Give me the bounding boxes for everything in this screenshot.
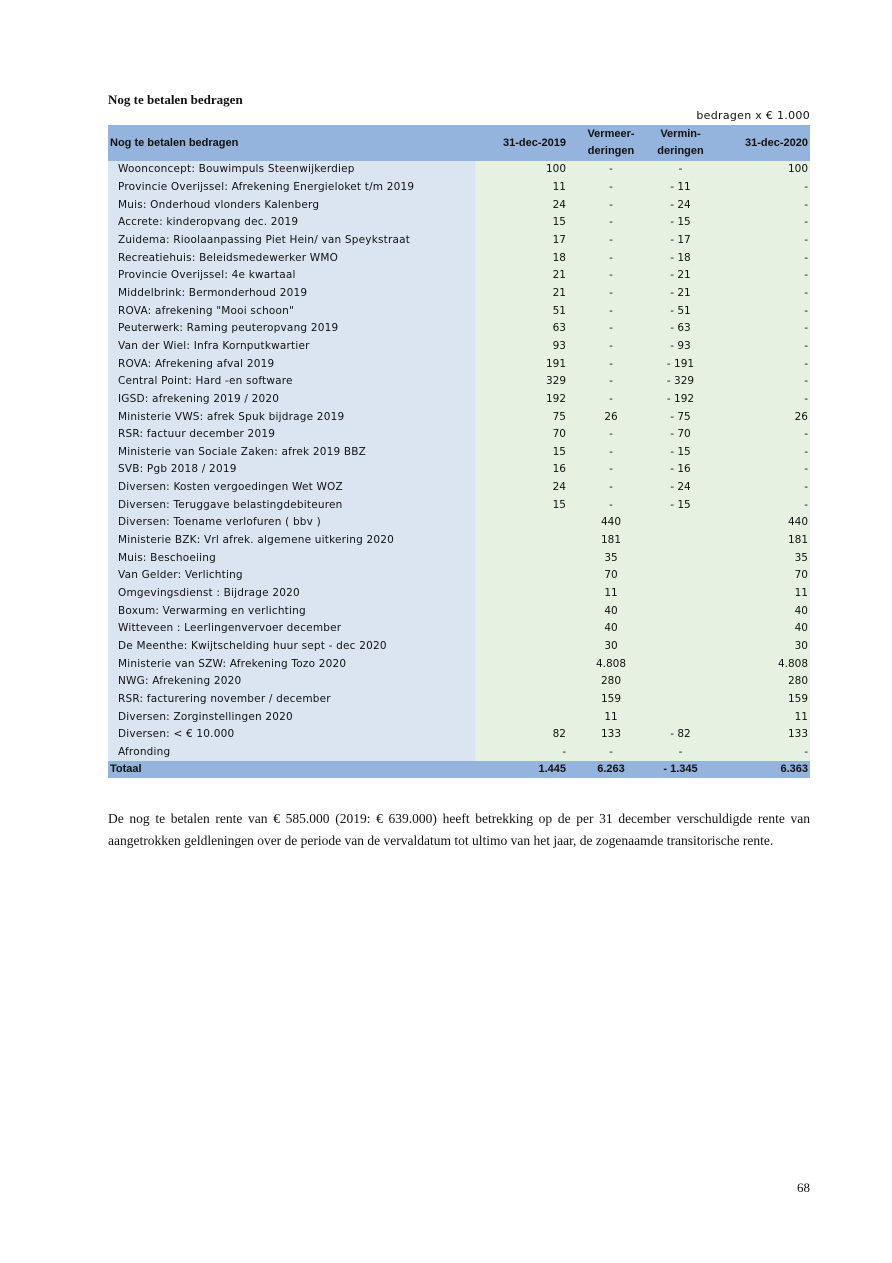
unit-note: bedragen x € 1.000 [696, 109, 810, 122]
row-increase: - [568, 338, 654, 356]
row-dec-2019: 82 [475, 726, 568, 744]
table-row [108, 408, 810, 426]
total-label: Totaal [108, 761, 475, 778]
row-dec-2020: 26 [707, 408, 810, 426]
total-decrease: - 1.345 [654, 761, 707, 778]
header-decrease-line1: Vermin- [660, 128, 701, 140]
row-decrease: - 82 [654, 726, 707, 744]
row-decrease [654, 638, 707, 656]
row-dec-2019: 16 [475, 461, 568, 479]
total-increase: 6.263 [568, 761, 654, 778]
row-dec-2019: 15 [475, 444, 568, 462]
row-dec-2019 [475, 691, 568, 709]
row-decrease: - 63 [654, 320, 707, 338]
row-decrease: - 192 [654, 391, 707, 409]
row-name: RSR: factuur december 2019 [108, 426, 475, 444]
table-row [108, 161, 810, 179]
row-dec-2020: 40 [707, 602, 810, 620]
row-increase: 40 [568, 620, 654, 638]
row-name: NWG: Afrekening 2020 [108, 673, 475, 691]
row-increase: - [568, 214, 654, 232]
header-increase [568, 125, 654, 161]
row-dec-2020: - [707, 444, 810, 462]
row-name: Diversen: < € 10.000 [108, 726, 475, 744]
row-increase: 40 [568, 602, 654, 620]
row-dec-2019 [475, 673, 568, 691]
row-dec-2020: - [707, 373, 810, 391]
row-dec-2020: - [707, 196, 810, 214]
table-row [108, 320, 810, 338]
row-increase: 70 [568, 567, 654, 585]
header-decrease [654, 125, 707, 161]
row-dec-2019: 17 [475, 232, 568, 250]
row-dec-2019 [475, 655, 568, 673]
row-decrease: - 191 [654, 355, 707, 373]
row-dec-2020: 159 [707, 691, 810, 709]
row-decrease: - 51 [654, 302, 707, 320]
row-decrease: - 11 [654, 179, 707, 197]
table-row [108, 585, 810, 603]
row-name: Diversen: Teruggave belastingdebiteuren [108, 496, 475, 514]
row-name: Woonconcept: Bouwimpuls Steenwijkerdiep [108, 161, 475, 179]
header-name: Nog te betalen bedragen [108, 125, 475, 161]
table-row [108, 355, 810, 373]
row-dec-2019: 93 [475, 338, 568, 356]
table-row [108, 267, 810, 285]
row-decrease: - 329 [654, 373, 707, 391]
row-name: Afronding [108, 744, 475, 762]
table-row [108, 744, 810, 762]
row-increase: - [568, 196, 654, 214]
row-dec-2019 [475, 532, 568, 550]
row-dec-2020: - [707, 461, 810, 479]
section-heading: Nog te betalen bedragen [108, 92, 243, 107]
row-decrease [654, 691, 707, 709]
row-decrease [654, 655, 707, 673]
row-decrease: - [654, 744, 707, 762]
row-dec-2020: - [707, 302, 810, 320]
table-row [108, 249, 810, 267]
row-name: RSR: facturering november / december [108, 691, 475, 709]
row-increase: 26 [568, 408, 654, 426]
row-name: Provincie Overijssel: 4e kwartaal [108, 267, 475, 285]
table-row [108, 549, 810, 567]
row-increase: 159 [568, 691, 654, 709]
row-dec-2020: 35 [707, 549, 810, 567]
row-increase: - [568, 496, 654, 514]
row-dec-2020: - [707, 179, 810, 197]
row-name: Boxum: Verwarming en verlichting [108, 602, 475, 620]
row-increase: 11 [568, 585, 654, 603]
row-dec-2019 [475, 514, 568, 532]
row-dec-2020: 280 [707, 673, 810, 691]
row-dec-2020: 30 [707, 638, 810, 656]
header-dec-2019: 31-dec-2019 [475, 125, 568, 161]
row-dec-2019: 70 [475, 426, 568, 444]
row-dec-2019 [475, 549, 568, 567]
row-dec-2020: 4.808 [707, 655, 810, 673]
row-dec-2019: 192 [475, 391, 568, 409]
row-increase: 440 [568, 514, 654, 532]
header-decrease-line2: deringen [657, 145, 704, 157]
table-row [108, 285, 810, 303]
row-dec-2019: 100 [475, 161, 568, 179]
row-increase: 35 [568, 549, 654, 567]
row-dec-2020: - [707, 391, 810, 409]
row-increase: - [568, 249, 654, 267]
row-increase: - [568, 391, 654, 409]
row-increase: 30 [568, 638, 654, 656]
row-dec-2020: - [707, 496, 810, 514]
row-name: Muis: Onderhoud vlonders Kalenberg [108, 196, 475, 214]
row-name: Central Point: Hard -en software [108, 373, 475, 391]
row-dec-2020: 11 [707, 585, 810, 603]
row-dec-2020: - [707, 338, 810, 356]
row-dec-2020: 181 [707, 532, 810, 550]
row-decrease: - 24 [654, 479, 707, 497]
row-dec-2020: 440 [707, 514, 810, 532]
row-increase: 11 [568, 708, 654, 726]
table-row [108, 691, 810, 709]
row-increase: - [568, 161, 654, 179]
row-increase: - [568, 461, 654, 479]
total-dec-2020: 6.363 [707, 761, 810, 778]
row-name: Omgevingsdienst : Bijdrage 2020 [108, 585, 475, 603]
row-dec-2020: - [707, 320, 810, 338]
row-dec-2020: - [707, 267, 810, 285]
row-decrease: - 75 [654, 408, 707, 426]
payables-table [108, 125, 810, 778]
row-dec-2019 [475, 638, 568, 656]
row-name: Ministerie VWS: afrek Spuk bijdrage 2019 [108, 408, 475, 426]
table-row [108, 708, 810, 726]
row-name: Ministerie BZK: Vrl afrek. algemene uitkering 2020 [108, 532, 475, 550]
row-decrease: - 15 [654, 444, 707, 462]
row-decrease [654, 585, 707, 603]
row-name: Witteveen : Leerlingenvervoer december [108, 620, 475, 638]
row-increase: - [568, 744, 654, 762]
row-dec-2020: - [707, 479, 810, 497]
row-dec-2020: - [707, 285, 810, 303]
header-dec-2020: 31-dec-2020 [707, 125, 810, 161]
table-row [108, 338, 810, 356]
table-row [108, 302, 810, 320]
row-decrease: - [654, 161, 707, 179]
row-dec-2019 [475, 620, 568, 638]
table-row [108, 426, 810, 444]
row-increase: - [568, 267, 654, 285]
row-decrease: - 15 [654, 214, 707, 232]
table-row [108, 602, 810, 620]
row-name: Muis: Beschoeiing [108, 549, 475, 567]
row-increase: - [568, 179, 654, 197]
row-increase: 280 [568, 673, 654, 691]
row-dec-2020: - [707, 249, 810, 267]
row-name: Van Gelder: Verlichting [108, 567, 475, 585]
row-dec-2020: 40 [707, 620, 810, 638]
row-increase: 181 [568, 532, 654, 550]
row-dec-2020: 100 [707, 161, 810, 179]
row-decrease: - 24 [654, 196, 707, 214]
row-increase: 133 [568, 726, 654, 744]
row-dec-2019: 63 [475, 320, 568, 338]
row-increase: 4.808 [568, 655, 654, 673]
row-name: Zuidema: Rioolaanpassing Piet Hein/ van Speykstraat [108, 232, 475, 250]
table-row [108, 373, 810, 391]
row-name: Diversen: Kosten vergoedingen Wet WOZ [108, 479, 475, 497]
row-decrease [654, 673, 707, 691]
header-increase-line2: deringen [587, 145, 635, 157]
row-increase: - [568, 479, 654, 497]
row-dec-2019: 329 [475, 373, 568, 391]
table-row [108, 496, 810, 514]
table-row [108, 232, 810, 250]
row-dec-2019 [475, 585, 568, 603]
total-dec-2019: 1.445 [475, 761, 568, 778]
row-dec-2020: - [707, 232, 810, 250]
row-dec-2019: 11 [475, 179, 568, 197]
row-increase: - [568, 302, 654, 320]
row-decrease: - 70 [654, 426, 707, 444]
table-row [108, 179, 810, 197]
row-name: Accrete: kinderopvang dec. 2019 [108, 214, 475, 232]
row-decrease: - 21 [654, 267, 707, 285]
row-dec-2020: - [707, 355, 810, 373]
table-row [108, 532, 810, 550]
table-row [108, 620, 810, 638]
row-name: ROVA: Afrekening afval 2019 [108, 355, 475, 373]
row-dec-2020: - [707, 214, 810, 232]
row-dec-2019: 51 [475, 302, 568, 320]
row-decrease: - 93 [654, 338, 707, 356]
row-decrease [654, 567, 707, 585]
row-name: IGSD: afrekening 2019 / 2020 [108, 391, 475, 409]
row-name: SVB: Pgb 2018 / 2019 [108, 461, 475, 479]
row-decrease: - 16 [654, 461, 707, 479]
table-row [108, 673, 810, 691]
row-decrease [654, 602, 707, 620]
table-row [108, 726, 810, 744]
table-row [108, 391, 810, 409]
row-increase: - [568, 444, 654, 462]
row-name: Recreatiehuis: Beleidsmedewerker WMO [108, 249, 475, 267]
row-dec-2020: 70 [707, 567, 810, 585]
row-increase: - [568, 320, 654, 338]
header-increase-line1: Vermeer- [587, 128, 635, 140]
row-dec-2019 [475, 708, 568, 726]
row-name: Middelbrink: Bermonderhoud 2019 [108, 285, 475, 303]
row-dec-2019: 21 [475, 285, 568, 303]
row-increase: - [568, 373, 654, 391]
row-dec-2019: 18 [475, 249, 568, 267]
row-name: Diversen: Toename verlofuren ( bbv ) [108, 514, 475, 532]
row-dec-2019: 24 [475, 479, 568, 497]
row-name: De Meenthe: Kwijtschelding huur sept - dec 2020 [108, 638, 475, 656]
row-dec-2019: 15 [475, 214, 568, 232]
row-name: Van der Wiel: Infra Kornputkwartier [108, 338, 475, 356]
row-name: Provincie Overijssel: Afrekening Energieloket t/m 2019 [108, 179, 475, 197]
row-name: Peuterwerk: Raming peuteropvang 2019 [108, 320, 475, 338]
row-name: Diversen: Zorginstellingen 2020 [108, 708, 475, 726]
row-increase: - [568, 426, 654, 444]
row-dec-2019 [475, 567, 568, 585]
row-dec-2019 [475, 602, 568, 620]
row-dec-2020: - [707, 426, 810, 444]
row-decrease: - 21 [654, 285, 707, 303]
row-dec-2019: - [475, 744, 568, 762]
row-decrease [654, 708, 707, 726]
row-name: Ministerie van Sociale Zaken: afrek 2019 BBZ [108, 444, 475, 462]
row-dec-2019: 191 [475, 355, 568, 373]
table-row [108, 567, 810, 585]
row-decrease: - 15 [654, 496, 707, 514]
table-row [108, 638, 810, 656]
row-name: Ministerie van SZW: Afrekening Tozo 2020 [108, 655, 475, 673]
page-number: 68 [797, 1180, 810, 1195]
row-dec-2019: 75 [475, 408, 568, 426]
table-row [108, 461, 810, 479]
interest-paragraph: De nog te betalen rente van € 585.000 (2019: € 639.000) heeft betrekking op de per 31 december verschuldigde rente van aangetrokken geldleningen over de periode van de vervaldatum tot ultimo van het jaar, de zogenaamde transitorische rente. [108, 811, 810, 848]
row-increase: - [568, 285, 654, 303]
row-decrease: - 17 [654, 232, 707, 250]
table-row [108, 214, 810, 232]
row-dec-2020: 133 [707, 726, 810, 744]
table-header-row [108, 125, 810, 161]
row-dec-2020: - [707, 744, 810, 762]
table-row [108, 514, 810, 532]
row-decrease [654, 514, 707, 532]
total-row [108, 761, 810, 778]
table-row [108, 479, 810, 497]
row-dec-2019: 24 [475, 196, 568, 214]
table-row [108, 444, 810, 462]
row-dec-2019: 21 [475, 267, 568, 285]
row-decrease: - 18 [654, 249, 707, 267]
row-increase: - [568, 232, 654, 250]
row-decrease [654, 620, 707, 638]
row-dec-2019: 15 [475, 496, 568, 514]
row-increase: - [568, 355, 654, 373]
table-row [108, 196, 810, 214]
row-dec-2020: 11 [707, 708, 810, 726]
row-decrease [654, 549, 707, 567]
row-decrease [654, 532, 707, 550]
table-row [108, 655, 810, 673]
row-name: ROVA: afrekening "Mooi schoon" [108, 302, 475, 320]
